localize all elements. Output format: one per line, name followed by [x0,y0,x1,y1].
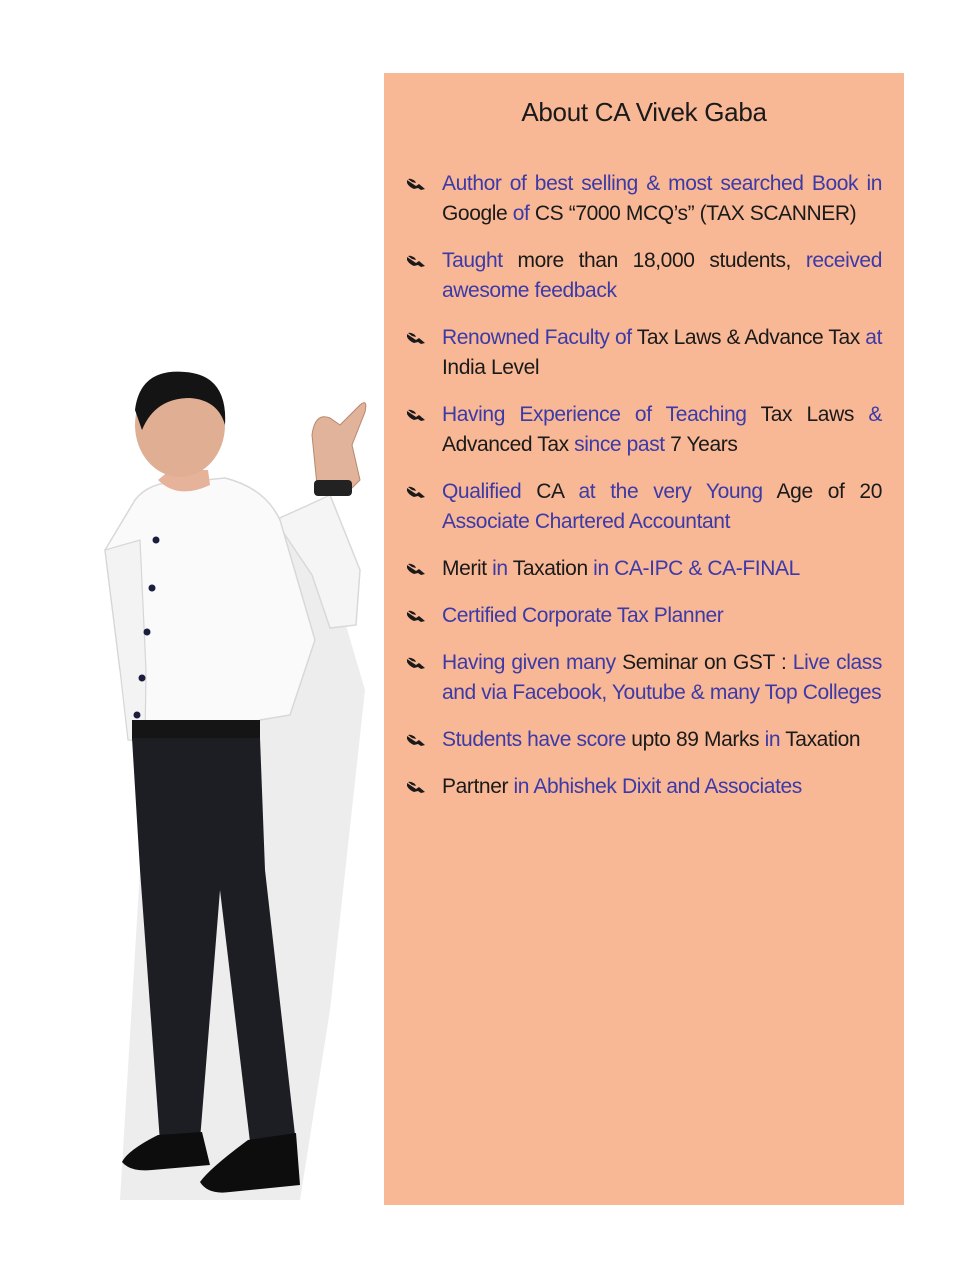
item-text-segment: in CA-IPC & CA-FINAL [587,557,800,580]
item-text-segment: & [868,403,882,426]
item-text-segment: Associate Chartered Accountant [442,510,731,533]
about-list-item [406,772,882,802]
about-list-item [406,169,882,229]
item-text-segment: since past [574,433,665,456]
item-text-segment: in [764,728,781,751]
about-list-item [406,400,882,460]
item-text-segment: Certified Corporate Tax Planner [442,604,724,627]
item-text-segment: in Abhishek Dixit and Associates [508,775,802,798]
item-text-segment: Merit [442,557,487,580]
about-list-item [406,477,882,537]
item-text-segment: Tax Laws [746,403,869,426]
item-text-segment: at the very Young [578,480,763,503]
item-text-segment: Qualified [442,480,522,503]
item-text-segment: 7 Years [664,433,738,456]
item-text-segment: Google [442,202,513,225]
item-text-segment: Author of best selling & most searched Book in [442,172,882,195]
about-list-item [406,648,882,708]
item-text-segment: CA [521,480,579,503]
about-list-item [406,725,882,755]
item-text-segment: Renowned Faculty of [442,326,632,349]
about-list-item [406,554,882,584]
item-text-segment: Advanced Tax [442,433,575,456]
about-list-item [406,601,882,631]
item-text-segment: received awesome feedback [442,249,882,302]
item-text-segment: Having given many [442,651,616,674]
item-text-segment: Taxation [512,557,588,580]
about-list-item [406,246,882,306]
item-text-segment: Live class and via Facebook, Youtube & many Top Colleges [442,651,882,704]
item-text-segment: Students have score [442,728,626,751]
item-text-segment: CS “7000 MCQ’s” (TAX SCANNER) [529,202,857,225]
item-text-segment: Taxation [780,728,861,751]
about-panel [384,73,904,1205]
item-text-segment: of [512,202,530,225]
item-text-segment: in [486,557,513,580]
item-text-segment: at [865,326,883,349]
item-text-segment: Taught [442,249,503,272]
item-text-segment: upto 89 Marks [625,728,765,751]
about-list [406,169,882,819]
person-photo [60,370,380,1210]
item-text-segment: Seminar on GST : [615,651,793,674]
item-text-segment: Having Experience of Teaching [442,403,747,426]
panel-title: About CA Vivek Gaba [521,97,767,127]
item-text-segment: Tax Laws & Advance Tax [631,326,866,349]
item-text-segment: Partner [442,775,509,798]
item-text-segment: Age of 20 [762,480,882,503]
item-text-segment: India Level [442,356,540,379]
item-text-segment: more than 18,000 students, [502,249,806,272]
about-list-item [406,323,882,383]
